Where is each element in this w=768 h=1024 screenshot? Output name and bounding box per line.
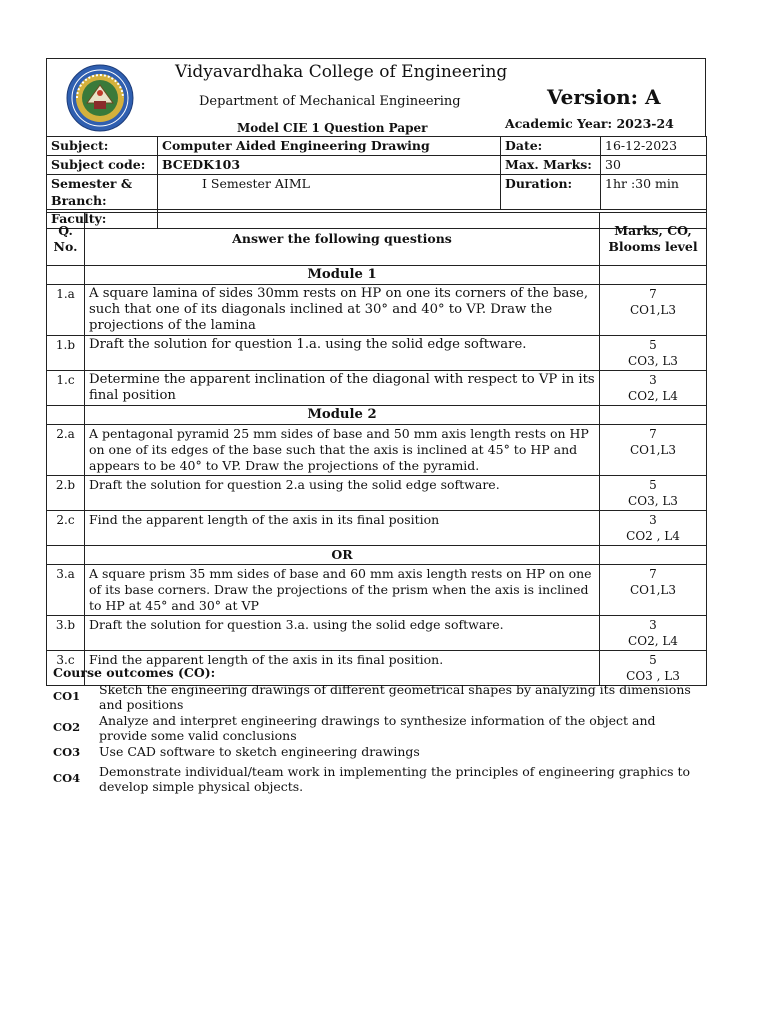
or-separator: OR	[85, 546, 600, 565]
co-description: Sketch the engineering drawings of different geometrical shapes by analyzing its dimensions and positions	[99, 682, 691, 712]
co-description: Demonstrate individual/team work in implementing the principles of engineering graphics to develop simple physical objects.	[99, 764, 691, 794]
module-1-row	[47, 266, 707, 285]
date-value: 16-12-2023	[601, 137, 707, 156]
co-level: CO3, L3	[628, 494, 678, 508]
co-code: CO2	[53, 720, 81, 734]
question-marks	[600, 565, 707, 616]
question-number: 2.c	[47, 511, 85, 546]
question-marks	[600, 371, 707, 406]
info-row-code	[47, 156, 707, 175]
question-row	[47, 565, 707, 616]
question-number: 3.a	[47, 565, 85, 616]
department-name: Department of Mechanical Engineering	[199, 94, 461, 109]
marks-value: 5	[649, 653, 657, 667]
question-number: 1.c	[47, 371, 85, 406]
question-text: A pentagonal pyramid 25 mm sides of base and 50 mm axis length rests on HP on one of its edges of the base such that the axis is inclined at 45° to HP and appears to be 40° to VP. Draw the projections of the pyramid.	[85, 425, 600, 476]
co-level: CO3, L3	[628, 354, 678, 368]
duration-value: 1hr :30 min	[601, 175, 707, 210]
course-outcome-item	[53, 682, 703, 712]
question-row	[47, 425, 707, 476]
co-code: CO4	[53, 771, 81, 785]
date-label: Date:	[501, 137, 601, 156]
questions-table	[46, 212, 707, 686]
question-text: Draft the solution for question 3.a. using the solid edge software.	[85, 616, 600, 651]
co-level: CO1,L3	[629, 303, 677, 317]
semester-value: I Semester AIML	[158, 175, 501, 210]
col-qno-header: Q. No.	[47, 213, 85, 266]
marks-value: 7	[649, 567, 657, 581]
question-number: 1.b	[47, 336, 85, 371]
co-code: CO1	[53, 689, 81, 703]
or-row	[47, 546, 707, 565]
marks-value: 5	[649, 338, 657, 352]
col-marks-header: Marks, CO, Blooms level	[600, 213, 707, 266]
co-level: CO2, L4	[628, 634, 678, 648]
question-marks	[600, 511, 707, 546]
question-row	[47, 285, 707, 336]
question-row	[47, 511, 707, 546]
question-marks	[600, 285, 707, 336]
question-number: 1.a	[47, 285, 85, 336]
subject-value: Computer Aided Engineering Drawing	[158, 137, 501, 156]
subject-label: Subject:	[47, 137, 158, 156]
code-label: Subject code:	[47, 156, 158, 175]
question-marks	[600, 616, 707, 651]
code-value: BCEDK103	[158, 156, 501, 175]
question-marks	[600, 425, 707, 476]
semester-label: Semester & Branch:	[47, 175, 158, 210]
question-marks	[600, 476, 707, 511]
module-2-row	[47, 406, 707, 425]
question-number: 2.b	[47, 476, 85, 511]
co-description: Use CAD software to sketch engineering drawings	[99, 744, 420, 759]
college-name: Vidyavardhaka College of Engineering	[175, 62, 508, 82]
question-text: A square lamina of sides 30mm rests on HP on one its corners of the base, such that one of its diagonals inclined at 30° and 40° to VP. Draw the projections of the lamina	[85, 285, 600, 336]
academic-year: Academic Year: 2023-24	[505, 116, 674, 131]
question-text: A square prism 35 mm sides of base and 60 mm axis length rests on HP on one of its base corners. Draw the projections of the prism when the axis is inclined to HP at 45° and 30° at VP	[85, 565, 600, 616]
question-text: Draft the solution for question 2.a using the solid edge software.	[85, 476, 600, 511]
table-header-row	[47, 213, 707, 266]
course-outcome-item	[53, 713, 703, 743]
course-outcome-item	[53, 744, 703, 760]
co-level: CO3 , L3	[626, 669, 680, 683]
college-logo-icon	[65, 63, 135, 133]
max-marks-value: 30	[601, 156, 707, 175]
co-description: Analyze and interpret engineering drawings to synthesize information of the object and provide some valid conclusions	[99, 713, 656, 743]
question-row	[47, 336, 707, 371]
question-text: Find the apparent length of the axis in its final position	[85, 511, 600, 546]
question-row	[47, 371, 707, 406]
question-marks	[600, 651, 707, 686]
question-text: Find the apparent length of the axis in its final position.	[85, 651, 600, 686]
question-text: Draft the solution for question 1.a. using the solid edge software.	[85, 336, 600, 371]
co-code: CO3	[53, 745, 81, 759]
question-number: 3.c	[47, 651, 85, 686]
question-number: 2.a	[47, 425, 85, 476]
col-question-header: Answer the following questions	[85, 213, 600, 266]
question-row	[47, 616, 707, 651]
course-outcomes-title: Course outcomes (CO):	[53, 665, 216, 680]
marks-value: 7	[649, 287, 657, 301]
marks-value: 7	[649, 427, 657, 441]
co-level: CO2 , L4	[626, 529, 680, 543]
version-label: Version: A	[547, 85, 661, 109]
question-number: 3.b	[47, 616, 85, 651]
marks-value: 3	[649, 373, 657, 387]
paper-header	[46, 58, 706, 136]
question-text: Determine the apparent inclination of the diagonal with respect to VP in its final position	[85, 371, 600, 406]
module-2-heading: Module 2	[85, 406, 600, 425]
info-row-semester	[47, 175, 707, 210]
faculty-label: Faculty:	[47, 210, 158, 229]
module-1-heading: Module 1	[85, 266, 600, 285]
marks-value: 5	[649, 478, 657, 492]
duration-label: Duration:	[501, 175, 601, 210]
info-row-subject	[47, 137, 707, 156]
question-row	[47, 476, 707, 511]
marks-value: 3	[649, 513, 657, 527]
max-marks-label: Max. Marks:	[501, 156, 601, 175]
course-outcome-item	[53, 764, 703, 794]
question-marks	[600, 336, 707, 371]
co-level: CO2, L4	[628, 389, 678, 403]
co-level: CO1,L3	[629, 443, 677, 457]
marks-value: 3	[649, 618, 657, 632]
co-level: CO1,L3	[629, 583, 677, 597]
paper-title: Model CIE 1 Question Paper	[237, 121, 428, 135]
